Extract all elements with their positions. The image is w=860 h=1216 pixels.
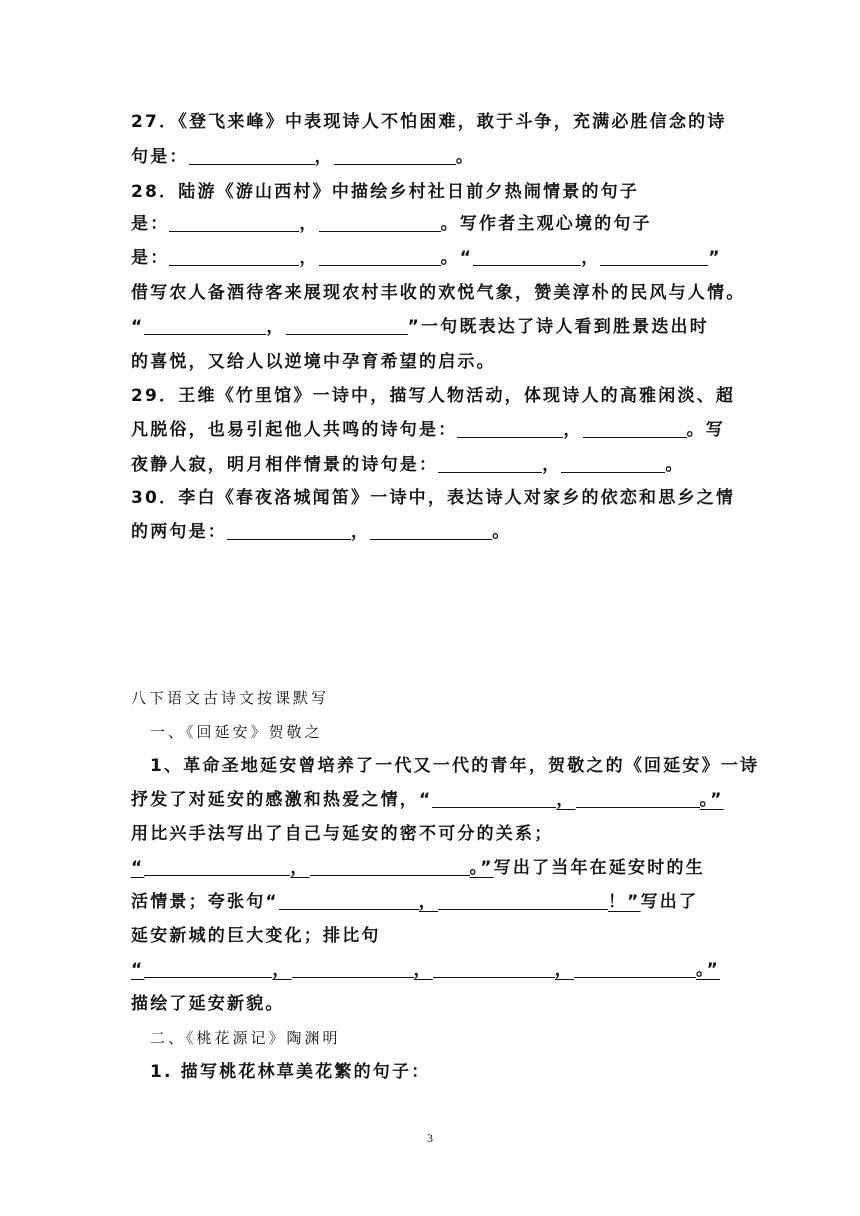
- q30-blank-1[interactable]: [227, 523, 351, 540]
- q28-blank-2[interactable]: [319, 215, 441, 232]
- s1-l2-sep: ，: [556, 790, 576, 810]
- s1-l7-sep-2: ，: [413, 960, 433, 980]
- s1-blank-5[interactable]: [279, 893, 419, 910]
- q28-l5-sep: ，: [266, 317, 286, 337]
- q29-blank-3[interactable]: [438, 456, 542, 473]
- s1-blank-3[interactable]: [144, 859, 290, 876]
- q27-prefix: 句是：: [131, 147, 189, 167]
- q28-l5-suffix: ”一句既表达了诗人看到胜景迭出时: [407, 317, 709, 337]
- q29-blank-1[interactable]: [457, 421, 563, 438]
- s1-blank-2[interactable]: [576, 791, 700, 808]
- s1-blank-1[interactable]: [432, 791, 556, 808]
- s2-heading: 二、《桃花源记》陶渊明: [150, 1029, 341, 1047]
- s1-line-7: [131, 960, 720, 980]
- s1-line-8: 描绘了延安新貌。: [131, 994, 285, 1014]
- q28-l3-mid: 。“: [440, 248, 474, 268]
- q28-line-6: 的喜悦，又给人以逆境中孕育希望的启示。: [131, 352, 496, 372]
- q28-l2-prefix: 是：: [131, 214, 170, 234]
- q29-line-2: [131, 420, 725, 440]
- q29-line-3: [131, 455, 685, 475]
- q27-blank-2[interactable]: [334, 148, 456, 165]
- q28-blank-7[interactable]: [144, 318, 266, 335]
- s1-line-4: [131, 858, 705, 878]
- q28-blank-5[interactable]: [473, 249, 581, 266]
- q28-line-3: [131, 248, 722, 268]
- q30-l2-prefix: 的两句是：: [131, 522, 227, 542]
- s1-line-2: [131, 790, 724, 810]
- q28-line-4: 借写农人备酒待客来展现农村丰收的欢悦气象，赞美淳朴的民风与人情。: [131, 283, 746, 303]
- q28-l3-prefix: 是：: [131, 248, 170, 268]
- q29-l3-end: 。: [665, 455, 685, 475]
- s1-l5-suffix: 写出了: [640, 892, 699, 912]
- q27-sep: ，: [314, 147, 334, 167]
- q27-line-1: 27．《登飞来峰》中表现诗人不怕困难，敢于斗争，充满必胜信念的诗: [131, 112, 727, 132]
- q29-line-1: 29．王维《竹里馆》一诗中，描写人物活动，体现诗人的高雅闲淡、超: [131, 386, 736, 406]
- s1-blank-10[interactable]: [574, 961, 696, 978]
- page-number: 3: [427, 1131, 433, 1145]
- q28-l3-sep2: ，: [581, 248, 601, 268]
- s1-l4-suffix: 写出了当年在延安时的生: [493, 858, 705, 878]
- q29-l2-suffix: 。写: [686, 420, 726, 440]
- q27-end: 。: [455, 147, 476, 167]
- q28-l2-sep: ，: [299, 214, 319, 234]
- q30-line-1: 30．李白《春夜洛城闻笛》一诗中，表达诗人对家乡的依恋和思乡之情: [131, 488, 736, 508]
- q27-blank-1[interactable]: [189, 148, 315, 165]
- s1-blank-7[interactable]: [144, 961, 272, 978]
- q28-line-2: [131, 214, 652, 234]
- s1-line-1: 1、革命圣地延安曾培养了一代又一代的青年，贺敬之的《回延安》一诗: [150, 756, 760, 776]
- q29-l3-sep: ，: [542, 455, 562, 475]
- q27-line-2: [131, 147, 475, 167]
- q28-blank-3[interactable]: [169, 249, 299, 266]
- s2-line-1: 1. 描写桃花林草美花繁的句子：: [150, 1062, 431, 1082]
- s1-l5-close: ！”: [607, 892, 641, 912]
- q29-blank-4[interactable]: [561, 456, 665, 473]
- s1-l4-open: “: [131, 858, 145, 878]
- q28-line-1: 28．陆游《游山西村》中描绘乡村社日前夕热闹情景的句子: [131, 182, 640, 202]
- q30-l2-sep: ，: [351, 522, 371, 542]
- q29-l2-sep: ，: [563, 420, 583, 440]
- s1-blank-9[interactable]: [433, 961, 555, 978]
- q28-blank-1[interactable]: [169, 215, 299, 232]
- s1-l2-text: 抒发了对延安的感激和热爱之情，“: [131, 790, 433, 810]
- q28-blank-8[interactable]: [286, 318, 408, 335]
- s1-l4-close: 。”: [469, 858, 494, 878]
- q30-blank-2[interactable]: [370, 523, 492, 540]
- s1-heading: 一、《回延安》贺敬之: [150, 723, 323, 741]
- q30-l2-end: 。: [492, 522, 512, 542]
- q28-blank-4[interactable]: [319, 249, 441, 266]
- q28-l5-open: “: [131, 317, 145, 337]
- s1-line-5: [131, 892, 698, 912]
- s1-l5-sep: ，: [418, 892, 438, 912]
- s1-blank-4[interactable]: [310, 859, 470, 876]
- q29-l3-prefix: 夜静人寂，明月相伴情景的诗句是：: [131, 455, 439, 475]
- q29-blank-2[interactable]: [583, 421, 687, 438]
- q28-l3-sep: ，: [299, 248, 319, 268]
- s1-l7-open: “: [131, 960, 145, 980]
- s1-blank-6[interactable]: [438, 893, 608, 910]
- section-title: 八下语文古诗文按课默写: [131, 689, 330, 707]
- s1-l7-end: 。”: [695, 960, 721, 980]
- s1-l5-text: 活情景；夸张句“: [131, 892, 279, 912]
- q28-line-5: [131, 317, 709, 337]
- q28-l2-suffix: 。写作者主观心境的句子: [440, 214, 652, 234]
- q28-l3-end: ”: [708, 248, 722, 268]
- s1-l7-sep-1: ，: [272, 960, 292, 980]
- q29-l2-prefix: 凡脱俗，也易引起他人共鸣的诗句是：: [131, 420, 458, 440]
- s1-line-3: 用比兴手法写出了自己与延安的密不可分的关系；: [131, 824, 554, 844]
- q30-line-2: [131, 522, 511, 542]
- s1-l2-end: 。”: [699, 790, 724, 810]
- s1-blank-8[interactable]: [292, 961, 414, 978]
- s1-l7-sep-3: ，: [554, 960, 574, 980]
- s1-l4-sep: ，: [290, 858, 310, 878]
- q28-blank-6[interactable]: [600, 249, 708, 266]
- s1-line-6: 延安新城的巨大变化；排比句: [131, 926, 381, 946]
